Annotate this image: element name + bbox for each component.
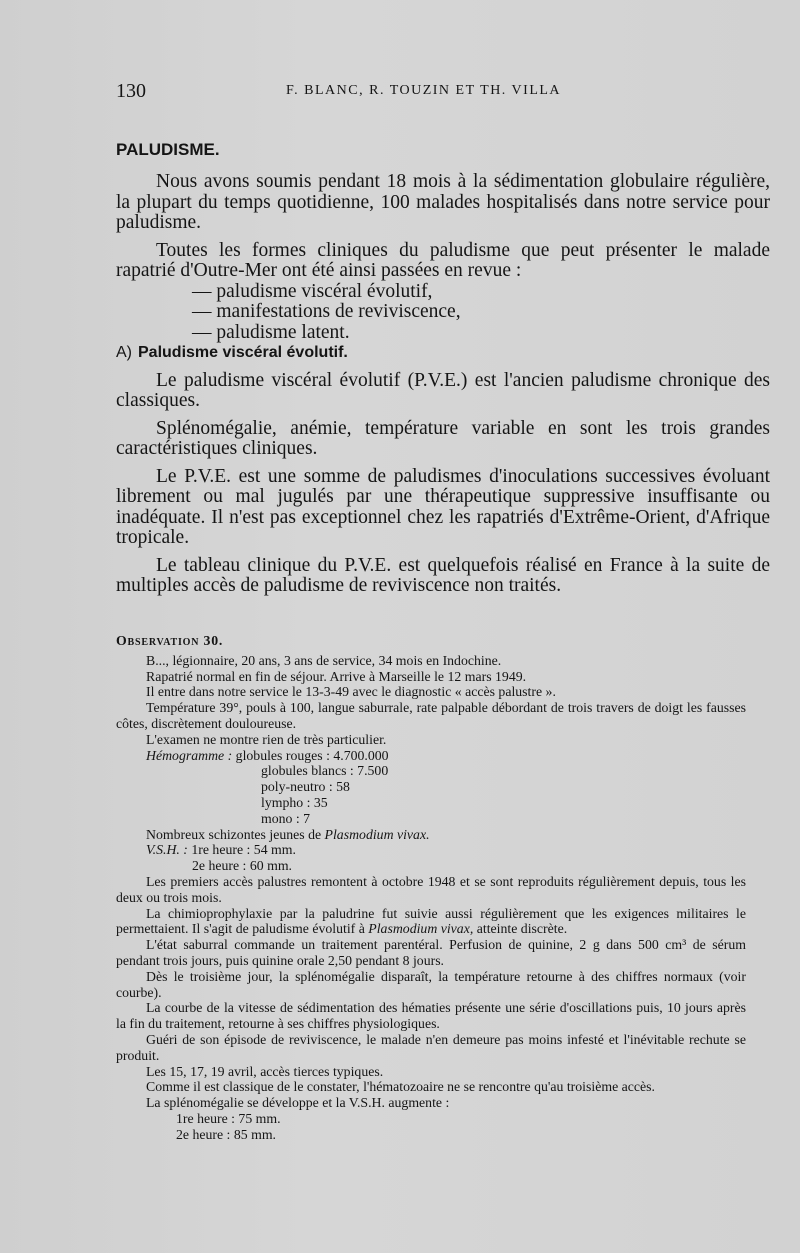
- section-title: PALUDISME.: [116, 140, 220, 159]
- obs-paragraph: Comme il est classique de le constater, l'hématozoaire ne se rencontre qu'au troisième accès.: [146, 1079, 655, 1095]
- vsh-label: V.S.H. :: [146, 842, 188, 858]
- intro-paragraph-2: Toutes les formes cliniques du paludisme que peut présenter le malade rapatrié d'Outre-Mer ont été ainsi passées en revue :: [116, 239, 770, 281]
- schizontes-text: Nombreux schizontes jeunes de: [146, 826, 325, 842]
- obs-paragraph: La splénomégalie se développe et la V.S.H. augmente :: [146, 1095, 450, 1111]
- obs-text: atteinte discrète.: [473, 921, 568, 937]
- species-name: Plasmodium vivax.: [324, 826, 430, 842]
- hemogram-value: mono : 7: [261, 810, 311, 826]
- body-paragraph: Splénomégalie, anémie, température variable en sont les trois grandes caractéristiques cliniques.: [116, 417, 770, 459]
- list-item: — manifestations de reviviscence,: [192, 301, 461, 322]
- hemogram-value: globules blancs : 7.500: [261, 763, 389, 779]
- list-item: — paludisme viscéral évolutif,: [192, 280, 433, 302]
- obs-paragraph: L'état saburral commande un traitement parentéral. Perfusion de quinine, 2 g dans 500 cm³ de sérum pendant trois jours, puis quinine orale 2,50 pendant 8 jours.: [116, 937, 746, 968]
- body-paragraph: Le paludisme viscéral évolutif (P.V.E.) est l'ancien paludisme chronique des classiques.: [116, 369, 770, 411]
- obs-line: Température 39°, pouls à 100, langue saburrale, rate palpable débordant de trois travers de doigt les fausses côtes, discrètement douloureuse.: [116, 700, 746, 731]
- obs-paragraph: Guéri de son épisode de reviviscence, le malade n'en demeure pas moins infesté et l'inévitable rechute se produit.: [116, 1031, 746, 1063]
- subsection-heading: [116, 343, 770, 364]
- hemogram-value: globules rouges : 4.700.000: [235, 747, 389, 763]
- hemogram-label: Hémogramme :: [146, 747, 233, 763]
- subsection-title: Paludisme viscéral évolutif.: [138, 344, 348, 361]
- vsh-value: 2e heure : 60 mm.: [192, 858, 293, 874]
- schizontes-line: [116, 827, 746, 843]
- obs-paragraph: La courbe de la vitesse de sédimentation des hématies présente une série d'oscillations puis, 10 jours après la fin du traitement, retourne à ses chiffres physiologiques.: [116, 1000, 746, 1032]
- hemogram-value: poly-neutro : 58: [261, 779, 350, 795]
- vsh-value: 2e heure : 85 mm.: [176, 1126, 277, 1142]
- obs-line: Rapatrié normal en fin de séjour. Arrive à Marseille le 12 mars 1949.: [146, 668, 527, 684]
- subsection-letter: A): [116, 344, 132, 361]
- observation-block: [116, 633, 746, 1143]
- hemogram-value: lympho : 35: [261, 794, 328, 810]
- vsh-value: 1re heure : 54 mm.: [191, 842, 296, 858]
- observation-title: Observation 30.: [116, 633, 224, 648]
- intro-paragraph-1: Nous avons soumis pendant 18 mois à la sédimentation globulaire régulière, la plupart du temps quotidienne, 100 malades hospitalisés dans notre service pour paludisme.: [116, 171, 770, 233]
- obs-paragraph: Dès le troisième jour, la splénomégalie disparaît, la température retourne à des chiffres normaux (voir courbe).: [116, 968, 746, 1000]
- running-header: [116, 80, 736, 104]
- body-paragraph: Le P.V.E. est une somme de paludismes d'inoculations successives évoluant librement ou mal jugulés par une thérapeutique suppressive insuffisante ou inadéquate. Il n'est pas exceptionnel chez les rapatriés d'Extrême-Orient, d'Afrique tropicale.: [116, 465, 770, 548]
- vsh-value: 1re heure : 75 mm.: [176, 1110, 281, 1126]
- running-title: F. BLANC, R. TOUZIN ET TH. VILLA: [286, 83, 562, 98]
- body-paragraph: Le tableau clinique du P.V.E. est quelquefois réalisé en France à la suite de multiples accès de paludisme de reviviscence non traités.: [116, 554, 770, 596]
- obs-line: Il entre dans notre service le 13-3-49 avec le diagnostic « accès palustre ».: [146, 684, 556, 700]
- obs-paragraph: Les 15, 17, 19 avril, accès tierces typiques.: [146, 1063, 384, 1079]
- vsh-row: [116, 842, 746, 858]
- species-name: Plasmodium vivax,: [368, 921, 474, 937]
- page-number: 130: [116, 80, 146, 102]
- list-item: — paludisme latent.: [192, 321, 350, 343]
- obs-paragraph: [116, 906, 746, 938]
- obs-line: B..., légionnaire, 20 ans, 3 ans de service, 34 mois en Indochine.: [146, 652, 502, 668]
- main-text: [116, 172, 770, 604]
- obs-text: La chimioprophylaxie par la paludrine fut suivie aussi régulièrement que les exigences militaires le permettaient. Il s'agit de paludisme évolutif à: [116, 905, 746, 937]
- hemogram-row: [116, 748, 746, 764]
- obs-line: L'examen ne montre rien de très particulier.: [146, 731, 387, 747]
- obs-paragraph: Les premiers accès palustres remontent à octobre 1948 et se sont reproduits régulièrement depuis, tous les deux ou trois mois.: [116, 873, 746, 905]
